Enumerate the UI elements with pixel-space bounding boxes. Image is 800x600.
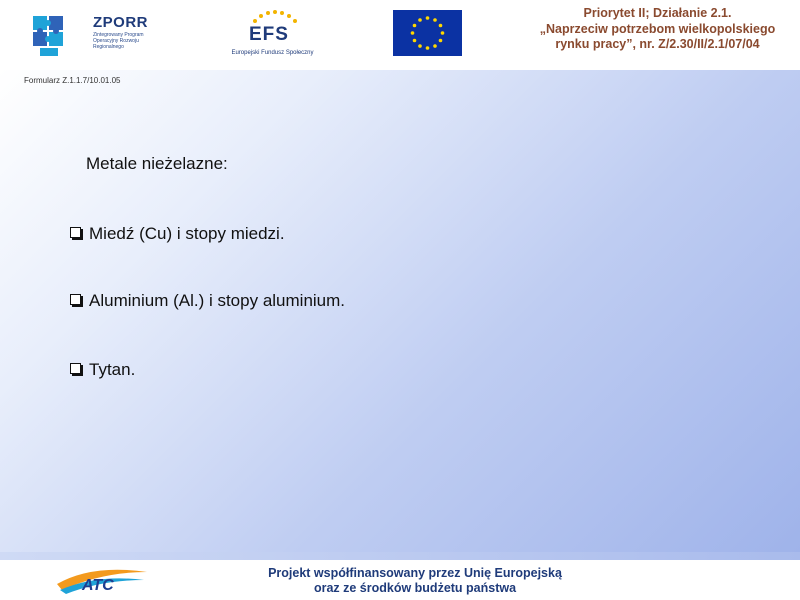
- efs-letters: EFS: [249, 24, 289, 45]
- eu-star-icon: [441, 31, 445, 35]
- form-code: Formularz Z.1.1.7/10.01.05: [24, 76, 121, 85]
- square-bullet-icon: [70, 227, 81, 238]
- eu-star-icon: [439, 39, 443, 43]
- slide-content: [0, 70, 800, 552]
- eu-star-icon: [439, 24, 443, 28]
- eu-star-icon: [418, 44, 422, 48]
- atc-logo-text: ATC: [82, 577, 114, 594]
- cofinancing-line-2: oraz ze środków budżetu państwa: [313, 581, 517, 595]
- bullet-item: [70, 291, 345, 311]
- project-title-line-2: „Naprzeciw potrzebom wielkopolskiego: [539, 21, 776, 36]
- bullet-item: [70, 224, 285, 244]
- eu-star-icon: [411, 31, 415, 35]
- efs-caption: Europejski Fundusz Społeczny: [231, 50, 314, 56]
- footer-band: [0, 552, 800, 560]
- project-title-line-3: rynku pracy”, nr. Z/2.30/II/2.1/07/04: [555, 37, 760, 51]
- slide-heading: Metale nieżelazne:: [86, 154, 228, 173]
- atc-logo: [52, 560, 152, 600]
- eu-flag-icon: [393, 10, 462, 56]
- header-bar: [0, 0, 800, 70]
- efs-logo: [225, 8, 320, 62]
- project-title: [520, 6, 795, 53]
- zporr-logo: [30, 10, 160, 62]
- cofinancing-note: [230, 566, 600, 596]
- footer-bar: [0, 552, 800, 600]
- project-title-line-1: Priorytet II; Działanie 2.1.: [583, 6, 732, 20]
- eu-stars-icon: [393, 10, 462, 56]
- zporr-subtitle: Zintegrowany Program Operacyjny Rozwoju Regionalnego: [93, 32, 144, 50]
- eu-star-icon: [426, 16, 430, 20]
- square-bullet-icon: [70, 363, 81, 374]
- cofinancing-line-1: Projekt współfinansowany przez Unię Europejską: [268, 566, 562, 580]
- eu-star-icon: [433, 44, 437, 48]
- bullet-text: Miedź (Cu) i stopy miedzi.: [89, 224, 285, 243]
- eu-star-icon: [413, 24, 417, 28]
- puzzle-icon: [32, 14, 66, 58]
- eu-star-icon: [433, 18, 437, 22]
- zporr-title: ZPORR: [93, 14, 148, 31]
- eu-star-icon: [418, 18, 422, 22]
- square-bullet-icon: [70, 294, 81, 305]
- bullet-text: Aluminium (Al.) i stopy aluminium.: [89, 291, 346, 310]
- bullet-item: [70, 360, 135, 380]
- eu-star-icon: [426, 46, 430, 50]
- eu-star-icon: [413, 39, 417, 43]
- bullet-text: Tytan.: [89, 360, 136, 379]
